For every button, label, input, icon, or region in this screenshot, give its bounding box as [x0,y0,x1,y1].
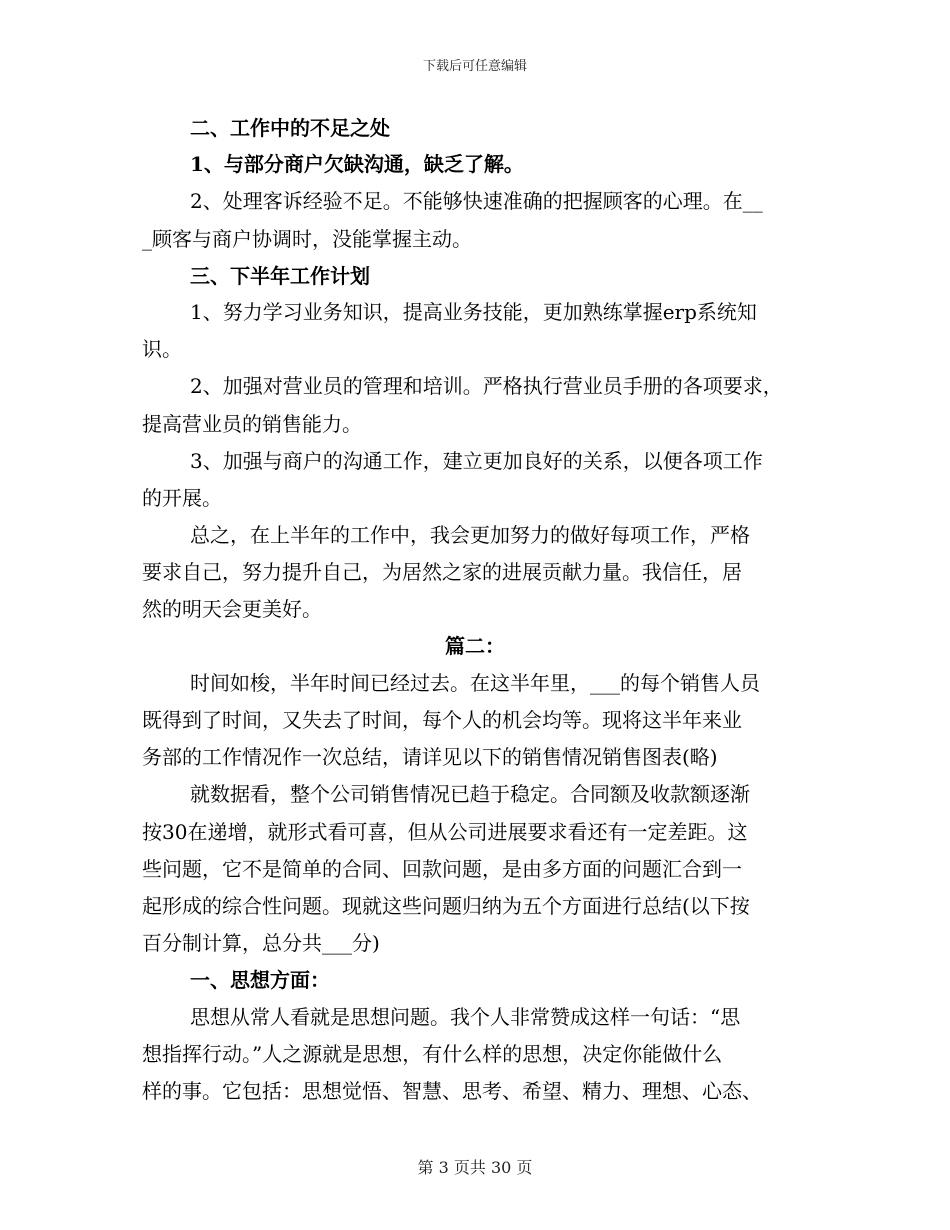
line-text: 时间如梭，半年时间已经过去。在这半年里，___的每个销售人员 [190,671,760,695]
paragraph-line [0,779,950,809]
paragraph-line [0,557,950,587]
paragraph-line [0,705,950,735]
text-line [0,224,950,254]
paragraph-line [0,817,950,847]
line-text: 务部的工作情况作一次总结，请详见以下的销售情况销售图表(略) [142,745,718,769]
text-line [0,483,950,513]
list-item [0,371,950,401]
text-line [0,409,950,439]
line-text: 提高营业员的销售能力。 [142,412,362,436]
page-header: 下载后可任意编辑 [422,59,527,74]
line-text: 按30在递增，就形式看可喜，但从公司进展要求看还有一定差距。这 [142,820,748,844]
list-item [0,297,950,327]
paragraph-line [0,854,950,884]
list-item [0,149,950,179]
line-text: 然的明天会更美好。 [142,597,322,621]
list-item-text: 3、加强与商户的沟通工作，建立更加良好的关系，以便各项工作 [190,449,763,473]
paragraph-line [0,928,950,958]
paragraph-line [0,1039,950,1069]
list-item-text: 2、加强对营业员的管理和培训。严格执行营业员手册的各项要求， [190,374,783,398]
line-text: 样的事。它包括：思想觉悟、智慧、思考、希望、精力、理想、心态、 [142,1079,762,1103]
section-heading [0,113,950,143]
line-text: 想指挥行动。”人之源就是思想，有什么样的思想，决定你能做什么 [142,1042,723,1066]
list-item-text: 1、努力学习业务知识，提高业务技能，更加熟练掌握erp系统知 [190,300,757,324]
paragraph-line [0,668,950,698]
line-text: 就数据看，整个公司销售情况已趋于稳定。合同额及收款额逐渐 [190,782,750,806]
chapter-heading [0,631,950,661]
page-footer: 第 3 页共 30 页 [417,1158,533,1177]
list-item [0,446,950,476]
line-text: 起形成的综合性问题。现就这些问题归纳为五个方面进行总结(以下按 [142,894,750,918]
line-text: 些问题，它不是简单的合同、回款问题，是由多方面的问题汇合到一 [142,857,742,881]
list-item [0,186,950,216]
line-text: 识。 [142,337,182,361]
paragraph-line [0,742,950,772]
section-heading [0,261,950,291]
paragraph-line [0,1002,950,1032]
heading-text: 一、思想方面： [190,968,330,992]
text-line [0,334,950,364]
line-text: 总之，在上半年的工作中，我会更加努力的做好每项工作，严格 [190,523,750,547]
line-text: 的开展。 [142,486,222,510]
line-text: 思想从常人看就是思想问题。我个人非常赞成这样一句话：“思 [190,1005,741,1029]
paragraph-line [0,1076,950,1106]
heading-text: 二、工作中的不足之处 [190,116,390,140]
line-text: 百分制计算，总分共___分) [142,931,380,955]
section-heading [0,965,950,995]
paragraph-line [0,594,950,624]
paragraph-line [0,891,950,921]
list-item-text: 2、处理客诉经验不足。不能够快速准确的把握顾客的心理。在__ [190,189,763,213]
line-text: 既得到了时间，又失去了时间，每个人的机会均等。现将这半年来业 [142,708,742,732]
paragraph-line [0,520,950,550]
line-text: _顾客与商户协调时，没能掌握主动。 [142,227,472,251]
chapter-heading-text: 篇二： [445,634,505,658]
line-text: 要求自己，努力提升自己，为居然之家的进展贡献力量。我信任，居 [142,560,742,584]
heading-text: 三、下半年工作计划 [190,264,370,288]
list-item-text: 1、与部分商户欠缺沟通，缺乏了解。 [190,152,524,176]
